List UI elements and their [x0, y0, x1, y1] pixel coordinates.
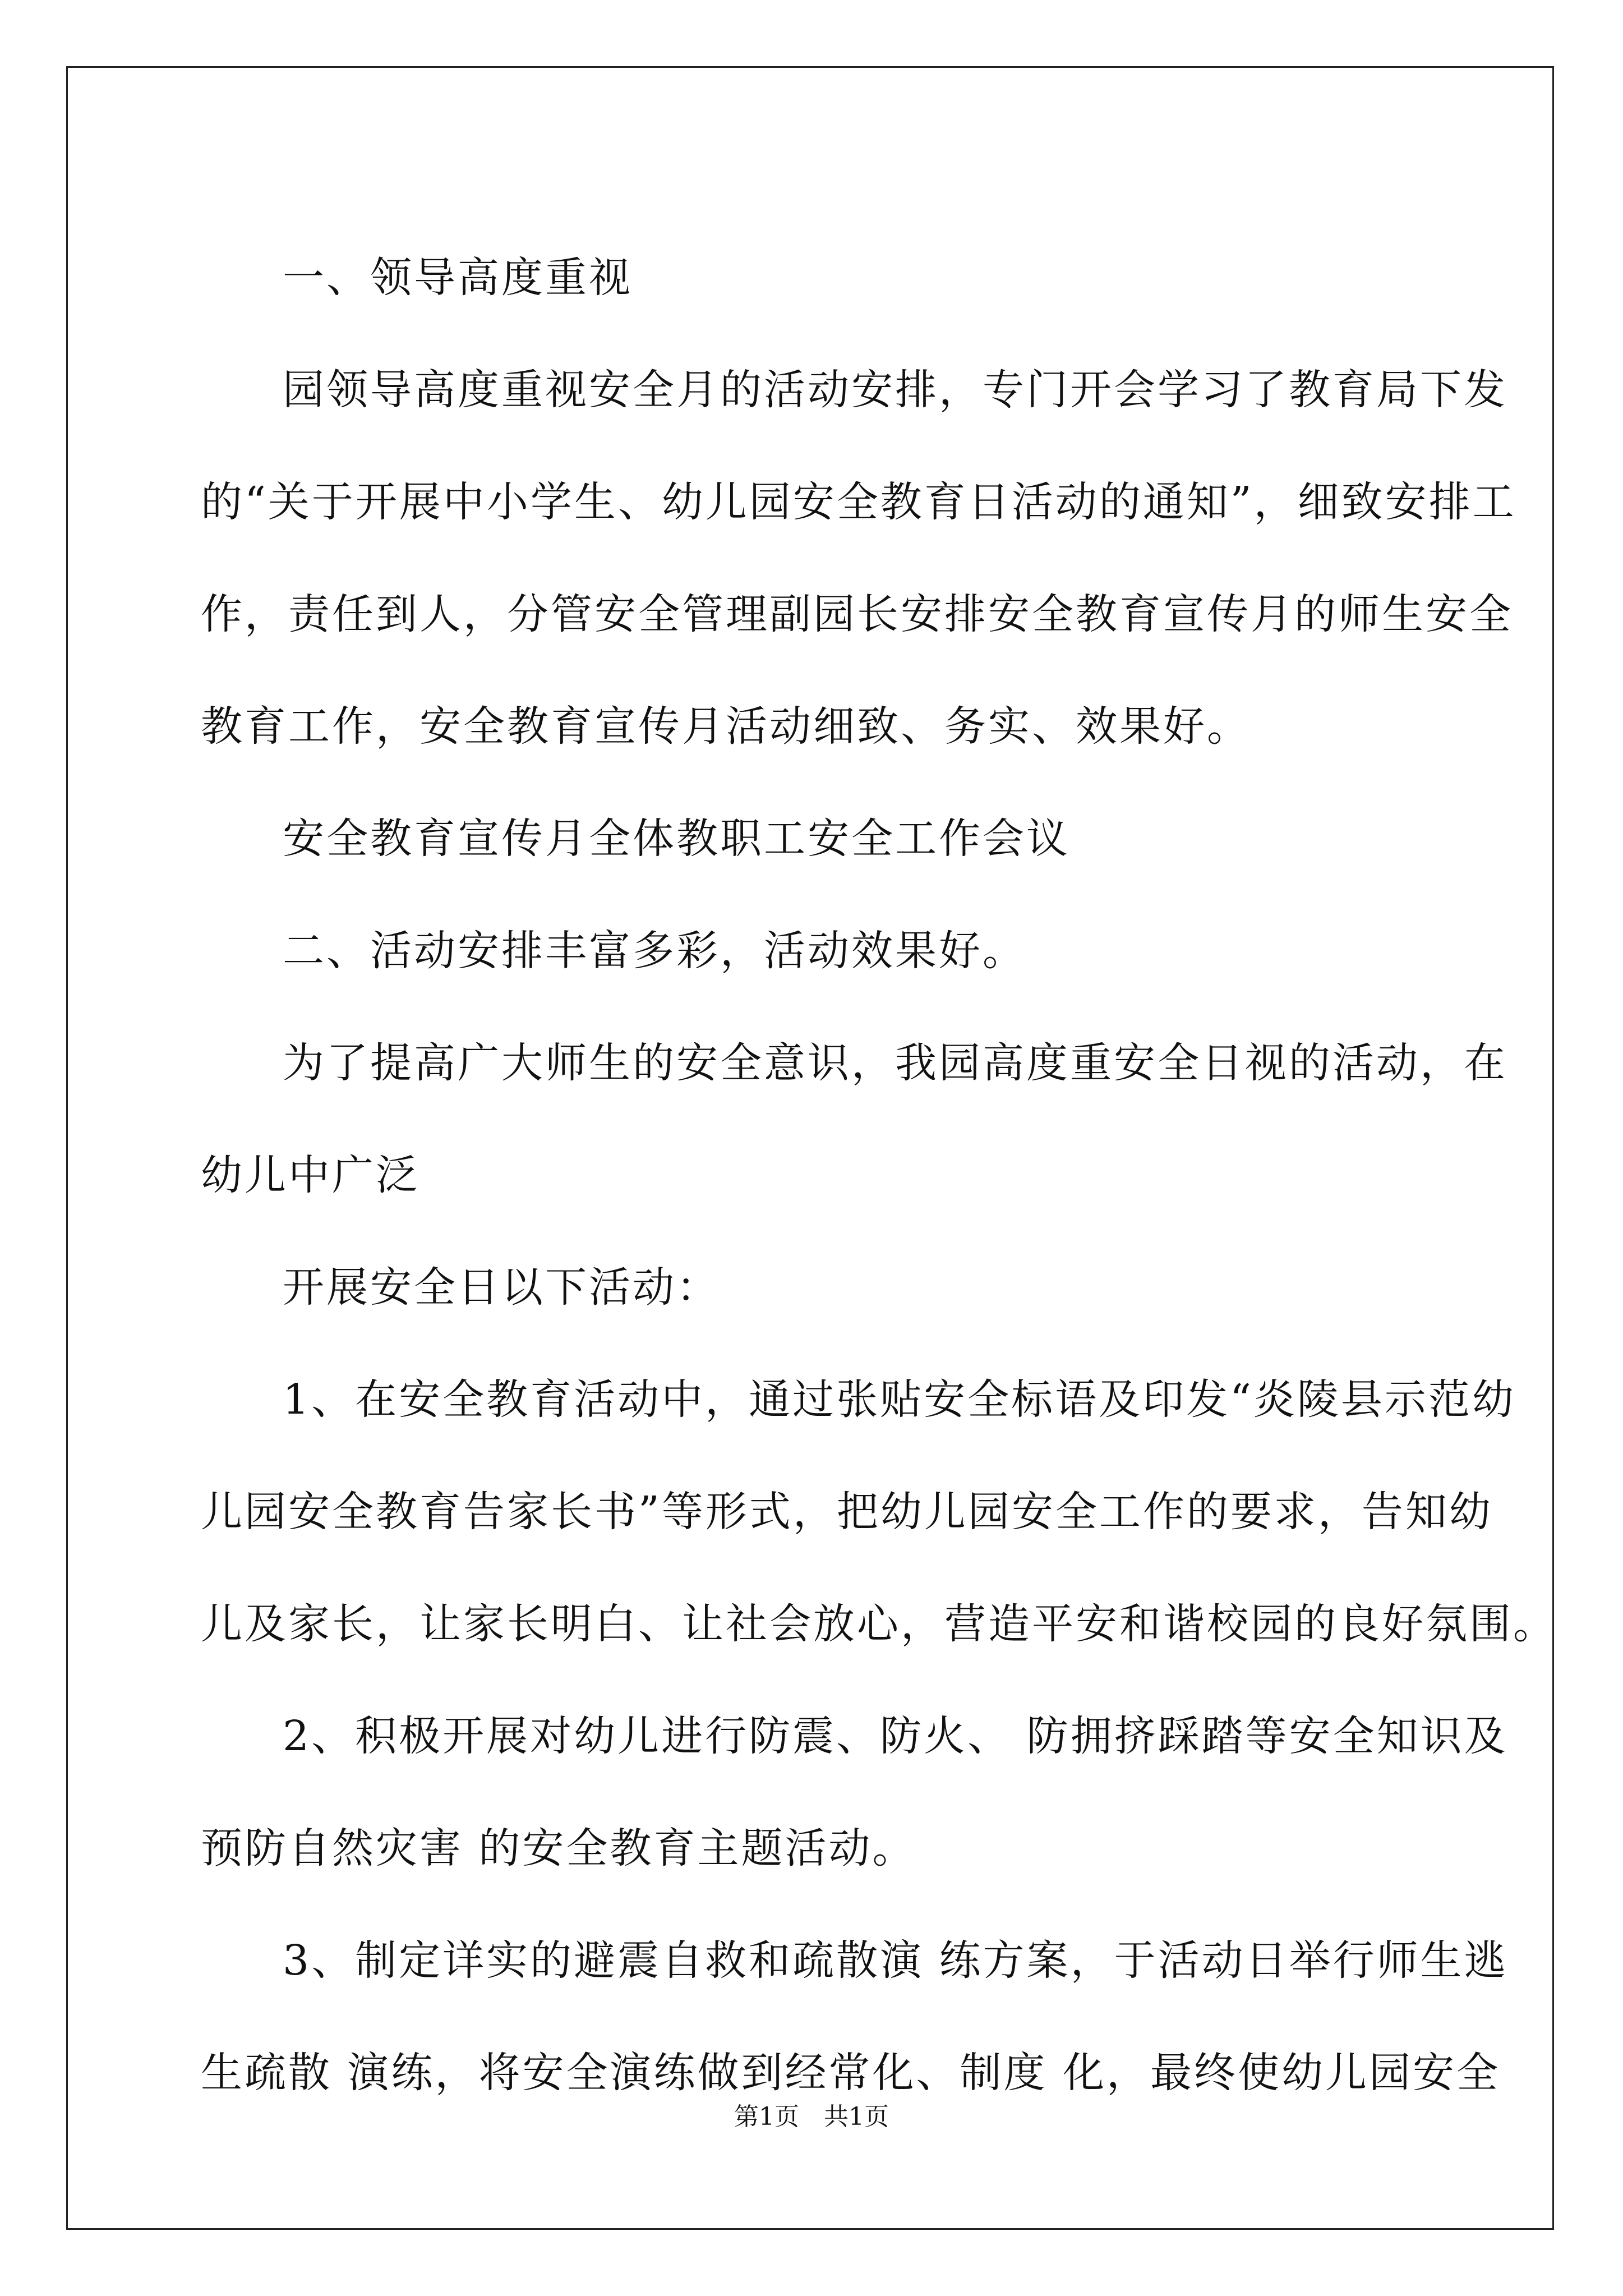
document-body [201, 222, 1557, 2129]
paragraph-line: 预防自然灾害 的安全教育主题活动。 [201, 1824, 916, 1872]
paragraph-line: 作，责任到人，分管安全管理副园长安排安全教育宣传月的师生安全 [201, 590, 1513, 638]
list-item-2: 2、积极开展对幼儿进行防震、防火、 防拥挤踩踏等安全知识及 [283, 1712, 1508, 1760]
paragraph-line: 开展安全日以下活动： [283, 1263, 720, 1312]
paragraph-line: 儿园安全教育告家长书”等形式，把幼儿园安全工作的要求，告知幼 [201, 1488, 1493, 1536]
paragraph-line: 儿及家长，让家长明白、让社会放心，营造平安和谐校园的良好氛围。 [201, 1600, 1557, 1648]
paragraph-line: 园领导高度重视安全月的活动安排，专门开会学习了教育局下发 [283, 366, 1507, 414]
paragraph-line: 幼儿中广泛 [201, 1151, 419, 1199]
list-item-1: 1、在安全教育活动中，通过张贴安全标语及印发“炎陵县示范幼 [283, 1375, 1516, 1424]
paragraph-line: 教育工作，安全教育宣传月活动细致、务实、效果好。 [201, 702, 1251, 751]
heading-leadership: 一、领导高度重视 [283, 254, 633, 302]
list-item-3: 3、制定详实的避震自救和疏散演 练方案，于活动日举行师生逃 [283, 1936, 1508, 1985]
page-number: 第1页 共1页 [734, 2102, 889, 2131]
paragraph-line: 为了提高广大师生的安全意识，我园高度重安全日视的活动，在 [283, 1039, 1507, 1087]
paragraph-line: 安全教育宣传月全体教职工安全工作会议 [283, 815, 1070, 863]
paragraph-line: 生疏散 演练，将安全演练做到经常化、制度 化，最终使幼儿园安全 [201, 2049, 1501, 2097]
heading-activities: 二、活动安排丰富多彩，活动效果好。 [283, 927, 1026, 975]
paragraph-line: 的“关于开展中小学生、幼儿园安全教育日活动的通知”，细致安排工 [201, 478, 1516, 526]
